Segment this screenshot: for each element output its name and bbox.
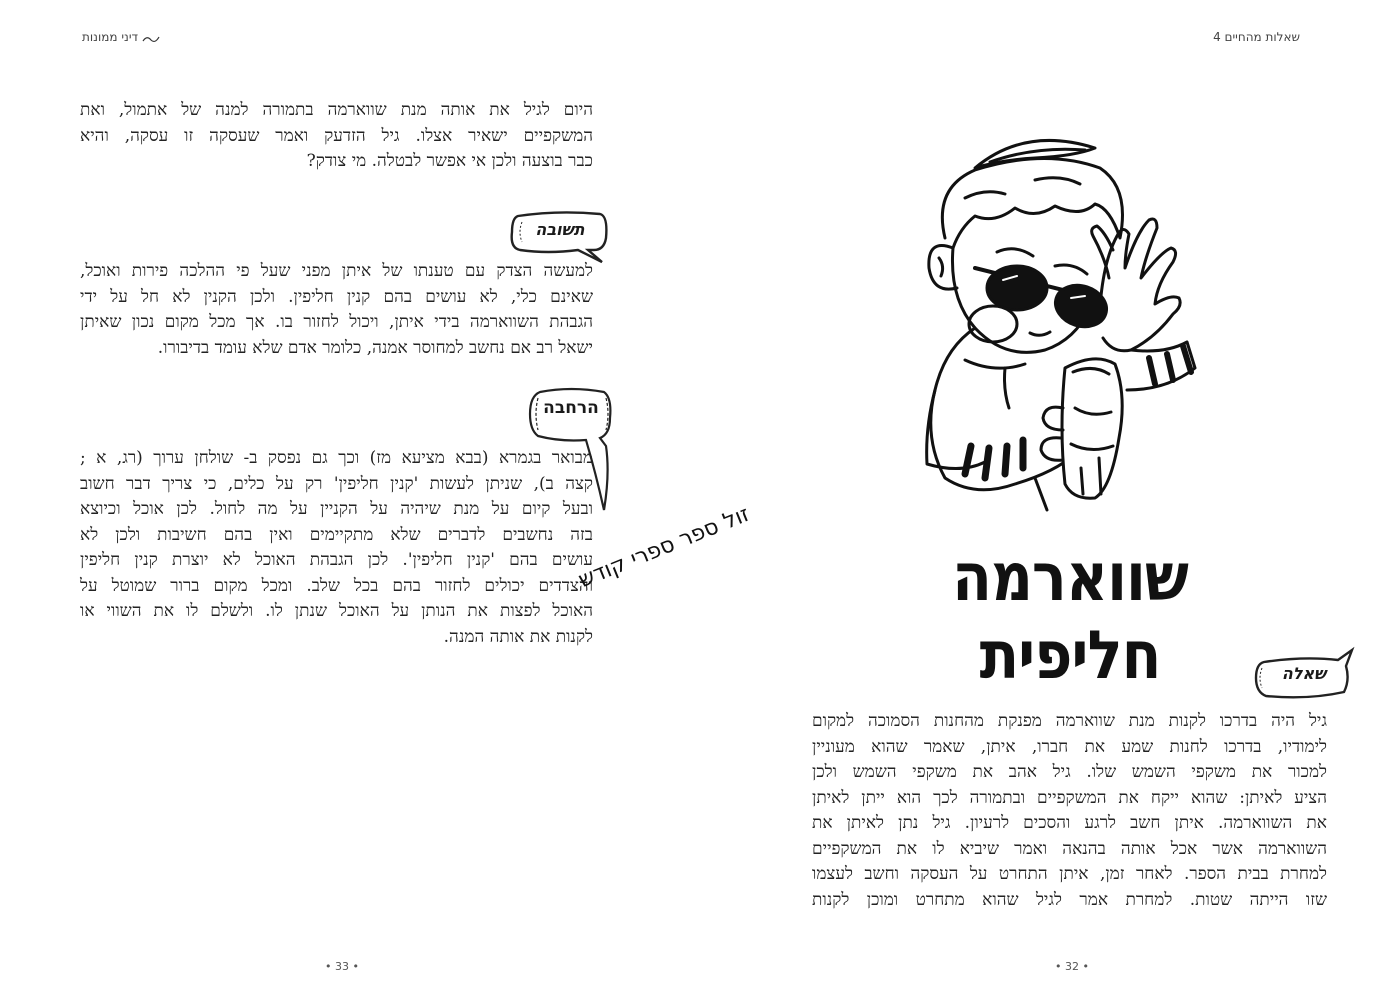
left-running-head: [82, 30, 160, 44]
text-line: לקנות את אותה המנה.: [443, 626, 593, 647]
text-line: כבר בוצעה ולכן אי אפשר לבטלה. מי צודק?: [306, 151, 593, 171]
boy-with-sunglasses-and-shawarma-icon: [905, 128, 1225, 518]
text-line: היום לגיל את אותה מנת שווארמה בתמורה למנה של אתמול, ואת: [80, 100, 593, 120]
answer-bubble: [508, 208, 612, 264]
question-bubble: [1252, 646, 1356, 704]
text-line: המשקפיים ישאיר אצלו. גיל הזדעק ואמר שעסקה זו עסקה, והיא: [80, 125, 593, 146]
expansion-text: [80, 446, 593, 650]
text-line: שזו הייתה שטות. למחרת אמר לגיל שהוא מתחרט ומוכן לקנות: [812, 889, 1327, 910]
text-line: השווארמה אשר אכל אותה בהנאה ואמר שיביא לו את המשקפיים: [812, 838, 1327, 859]
text-line: לימודיו, בדרכו לחנות שמע את חברו, איתן, שאמר שהוא מעוניין: [812, 736, 1327, 757]
answer-label: תשובה: [535, 220, 585, 239]
right-running-head: שאלות מהחיים 4: [1213, 30, 1300, 44]
right-page: [700, 0, 1400, 997]
question-label: שאלה: [1281, 664, 1327, 683]
text-line: בזה נחשבים לדברים שלא מתקיימים ואין בהם חשיבות ולכן לא: [80, 524, 593, 545]
text-line: גיל היה בדרכו לקנות מנת שווארמה מפנקת מהחנות הסמוכה למקום: [812, 711, 1327, 731]
boy-with-sunglasses-illustration: [905, 128, 1225, 522]
text-line: הציע לאיתן: שהוא ייקח את המשקפיים ובתמורה לכך הוא ייתן לאיתן: [812, 787, 1327, 808]
page-number-right: • 32 •: [1055, 960, 1089, 973]
question-text: [812, 709, 1327, 913]
text-line: שאינם כלי, לא עושים בהם קנין חליפין. ולכן הקנין לא חל על ידי: [80, 286, 593, 307]
text-line: קצה ב), שניתן לעשות 'קנין חליפין' רק על כלים, כי צריך דבר חשוב: [80, 473, 593, 494]
text-line: למחרת בבית הספר. לאחר זמן, איתן התחרט על העסקה וחשב לעצמו: [812, 864, 1327, 884]
text-line: הגבהת השווארמה בידי איתן, ויכול לחזור בו. אך מכל מקום נכון שאיתן: [80, 312, 593, 332]
text-line: האוכל לפצות את הנותן על האוכל שנתן לו. ולשלם לו את השווי או: [80, 601, 593, 621]
watermark-text: זול ספר ספרי קודש: [575, 501, 754, 594]
expansion-label: הרחבה: [543, 398, 599, 418]
left-running-head-text: דיני ממונות: [82, 30, 139, 44]
text-line: והצדדים יכולים לחזור בהם בכל שלב. ומכל מקום ברור שמוטל על: [80, 575, 593, 596]
page-number-left: • 33 •: [325, 960, 359, 973]
answer-text: [80, 259, 593, 361]
text-line: את השווארמה. איתן חשב לרגע והסכים לרעיון. גיל נתן לאיתן את: [812, 813, 1327, 833]
text-line: ובעל קיום על מנת שיהיה על הקניין על מה לחול. לכן אוכל וכיוצא: [80, 499, 593, 519]
chapter-title: שווארמה חליפית: [952, 537, 1188, 695]
text-line: מבואר בגמרא (בבא מציעא מז) וכך גם נפסק ב- שולחן ערוך (רג, א ;: [80, 448, 593, 468]
text-line: ישאל רב אם נחשב למחוסר אמנה, כלומר אדם שלא עומד בדיבורו.: [157, 337, 593, 358]
ornament-icon: [142, 33, 160, 43]
text-line: עושים בהם 'קנין חליפין'. לכן הגבהת האוכל לא יוצרת קנין חליפין: [80, 550, 593, 570]
question-continuation: [80, 98, 593, 175]
text-line: למכור את משקפי השמש שלו. גיל אהב את משקפי השמש ולכן: [812, 762, 1327, 782]
text-line: למעשה הצדק עם טענתו של איתן מפני שעל פי ההלכה פירות ואוכל,: [80, 261, 593, 281]
